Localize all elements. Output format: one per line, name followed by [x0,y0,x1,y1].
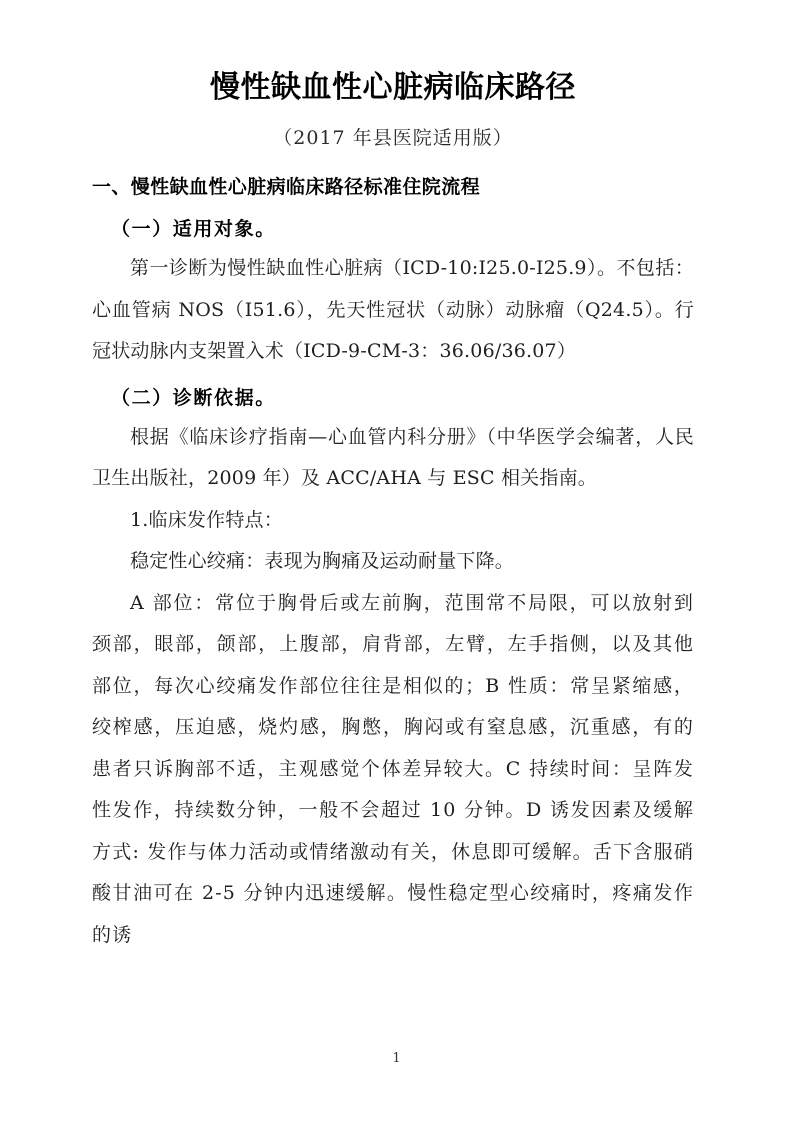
subsection-heading-diagnosis-basis: （二）诊断依据。 [111,386,276,409]
paragraph-applicable-object: 第一诊断为慢性缺血性心脏病（ICD-10:I25.0-I25.9）。不包括：心血管病 NOS（I51.6），先天性冠状（动脉）动脉瘤（Q24.5）。行冠状动脉内支架置入术（ICD-9-CM-3：36.06/36.07） [92,257,694,362]
page-content [92,0,694,956]
paragraph-stable-angina: 稳定性心绞痛：表现为胸痛及运动耐量下降。 [130,550,515,572]
paragraph-diagnosis-basis: 根据《临床诊疗指南—心血管内科分册》（中华医学会编著，人民卫生出版社，2009 年）及 ACC/AHA 与 ESC 相关指南。 [92,425,694,489]
page-title: 慢性缺血性心脏病临床路径 [210,70,576,105]
subsection-heading-applicable-object: （一）适用对象。 [111,218,276,240]
section-heading-1: 一、慢性缺血性心脏病临床路径标准住院流程 [92,176,481,198]
document-subtitle: （2017 年县医院适用版） [273,127,513,149]
list-item-clinical-features-title: 1.临床发作特点： [130,508,283,531]
paragraph-angina-features: A 部位：常位于胸骨后或左前胸，范围常不局限，可以放射到颈部，眼部，颌部，上腹部，肩背部，左臂，左手指侧，以及其他部位，每次心绞痛发作部位往往是相似的；B 性质：常呈紧缩感，绞榨感，压迫感，烧灼感，胸憋，胸闷或有窒息感，沉重感，有的患者只诉胸部不适，主观感觉个体差异较大。C 持续时间：呈阵发性发作，持续数分钟，一般不会超过 10 分钟。D 诱发因素及缓解方式: 发作与体力活动或情绪激动有关，休息即可缓解。舌下含服硝酸甘油可在 2-5 分钟内迅速缓解。慢性稳定型心绞痛时，疼痛发作的诱 [92,591,694,946]
page-number: 1 [392,1051,401,1066]
